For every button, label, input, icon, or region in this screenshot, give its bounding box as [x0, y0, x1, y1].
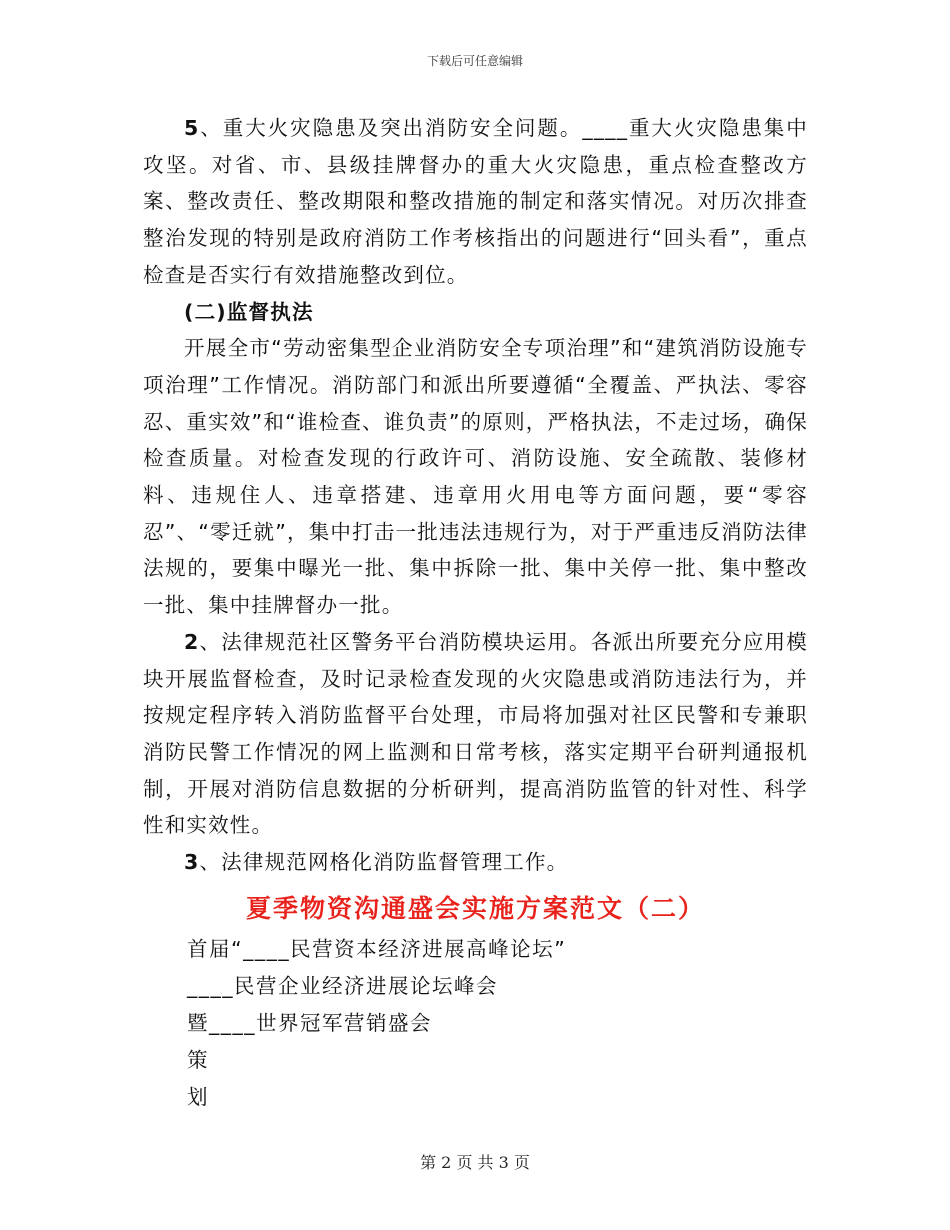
section-heading-supervision: (二)监督执法	[184, 299, 314, 324]
paragraph-text: 、重大火灾隐患及突出消防安全问题。____重大火灾隐患集中攻坚。对省、市、县级挂牌督办的重大火灾隐患，重点检查整改方案、整改责任、整改期限和整改措施的制定和落实情况。对历次排查整治发现的特别是政府消防工作考核指出的问题进行“回头看”，重点检查是否实行有效措施整改到位。	[143, 116, 808, 287]
paragraph-number: 2	[184, 629, 200, 654]
paragraph-number: 5	[184, 116, 200, 140]
document-body	[143, 110, 808, 1116]
marketing-event-line: 暨____世界冠军营销盛会	[187, 1010, 432, 1035]
summit-line: ____民营企业经济进展论坛峰会	[187, 973, 498, 998]
paragraph-grid-supervision	[143, 844, 808, 881]
plan-char-line: 策	[187, 1047, 209, 1072]
section-title-red: 夏季物资沟通盛会实施方案范文（二）	[245, 893, 705, 923]
page-number-footer: 第 2 页 共 3 页	[420, 1153, 530, 1172]
page-header-note: 下载后可任意编辑	[426, 54, 523, 68]
paragraph-community-police-platform	[143, 624, 808, 844]
plan-char-line: 划	[187, 1084, 209, 1109]
paragraph-text: 、法律规范网格化消防监督管理工作。	[199, 850, 569, 875]
forum-title-line: 首届“____民营资本经济进展高峰论坛”	[187, 936, 567, 961]
paragraph-major-fire-hazards	[143, 110, 808, 294]
paragraph-text: 、法律规范社区警务平台消防模块运用。各派出所要充分应用模块开展监督检查，及时记录检查发现的火灾隐患或消防违法行为，并按规定程序转入消防监督平台处理，市局将加强对社区民警和专兼职消防民警工作情况的网上监测和日常考核，落实定期平台研判通报机制，开展对消防信息数据的分析研判，提高消防监管的针对性、科学性和实效性。	[143, 629, 808, 838]
paragraph-special-governance: 开展全市“劳动密集型企业消防安全专项治理”和“建筑消防设施专项治理”工作情况。消防部门和派出所要遵循“全覆盖、严执法、零容忍、重实效”和“谁检查、谁负责”的原则，严格执法，不走过场，确保检查质量。对检查发现的行政许可、消防设施、安全疏散、装修材料、违规住人、违章搭建、违章用火用电等方面问题，要“零容忍”、“零迁就”，集中打击一批违法违规行为，对于严重违反消防法律法规的，要集中曝光一批、集中拆除一批、集中关停一批、集中整改一批、集中挂牌督办一批。	[143, 336, 808, 618]
paragraph-number: 3	[184, 850, 200, 875]
